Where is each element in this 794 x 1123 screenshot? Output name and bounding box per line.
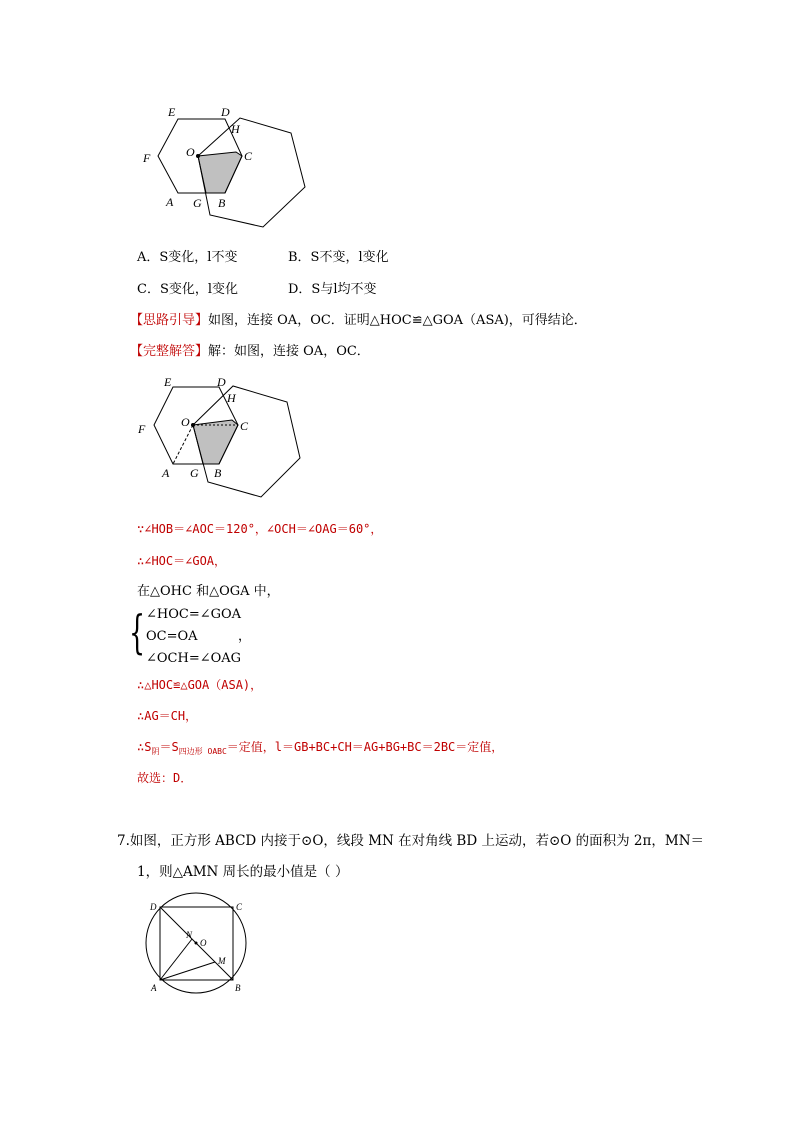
label-a: A [151,983,157,993]
label-o: O [181,415,190,429]
label-f: F [138,422,146,436]
shaded-quadrilateral [193,420,238,464]
segment-an [160,939,192,980]
figure-3-circle-square [140,893,260,1003]
hint-line [130,313,587,329]
solution-line-5: ∴AG＝CH， [137,709,198,723]
figure-1-hexagons [130,100,320,235]
label-m: M [218,956,226,966]
label-d: D [150,902,157,912]
system-eq-2: OC=OA [146,629,198,644]
label-h: H [231,122,240,136]
center-point-o [195,942,198,945]
label-a: A [162,466,170,480]
label-d: D [221,105,230,119]
label-c: C [236,902,243,912]
hint-tag: 【思路引导】 [130,313,209,328]
solution-line-2: ∴∠HOC＝∠GOA， [137,554,227,568]
answer-tag: 【完整解答】 [130,344,209,359]
system-brace: { [129,605,146,659]
label-n: N [186,930,193,940]
option-a: A．S变化，l不变 [137,250,238,265]
label-c: C [244,149,253,163]
solution-line-6 [137,739,503,760]
solution-line-1: ∵∠HOB＝∠AOC＝120°，∠OCH＝∠OAG＝60°， [137,522,383,536]
s-quad-prefix: ＝S [159,740,179,754]
s-shaded-sub: 阴 [151,747,160,756]
label-a: A [166,195,174,209]
option-b: B．S不变，l变化 [288,250,389,265]
question-7-line-2: 1，则△AMN 周长的最小值是（ ） [137,864,349,880]
system-eq-3: ∠OCH=∠OAG [146,651,242,666]
segment-am [160,962,215,980]
system-comma: ， [238,629,252,644]
center-point-o [196,154,200,158]
label-b: B [214,466,222,480]
s-conclusion: ＝定值，l＝GB+BC+CH＝AG+BG+BC＝2BC＝定值， [226,740,504,754]
label-d: D [217,375,226,389]
label-e: E [164,375,172,389]
center-point-o [191,423,195,427]
option-d: D．S与l均不变 [288,282,377,297]
label-b: B [235,983,241,993]
solution-line-7: 故选：D． [137,771,193,785]
label-c: C [240,419,249,433]
solution-line-4: ∴△HOC≌△GOA（ASA)， [137,678,263,692]
label-g: G [190,466,199,480]
figure-2-hexagons [130,372,320,507]
option-c: C．S变化，l变化 [137,282,239,297]
system-eq-1: ∠HOC=∠GOA [146,607,242,622]
s-shaded-prefix: ∴S [137,740,152,754]
label-o: O [186,145,195,159]
s-quad-sub: 四边形 OABC [178,747,227,756]
label-o: O [200,938,207,948]
label-b: B [218,196,226,210]
answer-line [130,344,370,360]
label-f: F [143,151,151,165]
hint-text: 如图，连接 OA，OC．证明△HOC≌△GOA（ASA)，可得结论． [208,313,587,328]
question-7-line-1: 7.如图，正方形 ABCD 内接于⊙O，线段 MN 在对角线 BD 上运动，若⊙O 的面积为 2π，MN＝ [117,833,705,849]
label-g: G [193,196,202,210]
label-h: H [227,391,236,405]
answer-text: 解：如图，连接 OA，OC． [208,344,370,359]
dashed-segment-oa [173,425,193,464]
label-e: E [168,105,176,119]
solution-line-3: 在△OHC 和△OGA 中， [137,584,280,599]
